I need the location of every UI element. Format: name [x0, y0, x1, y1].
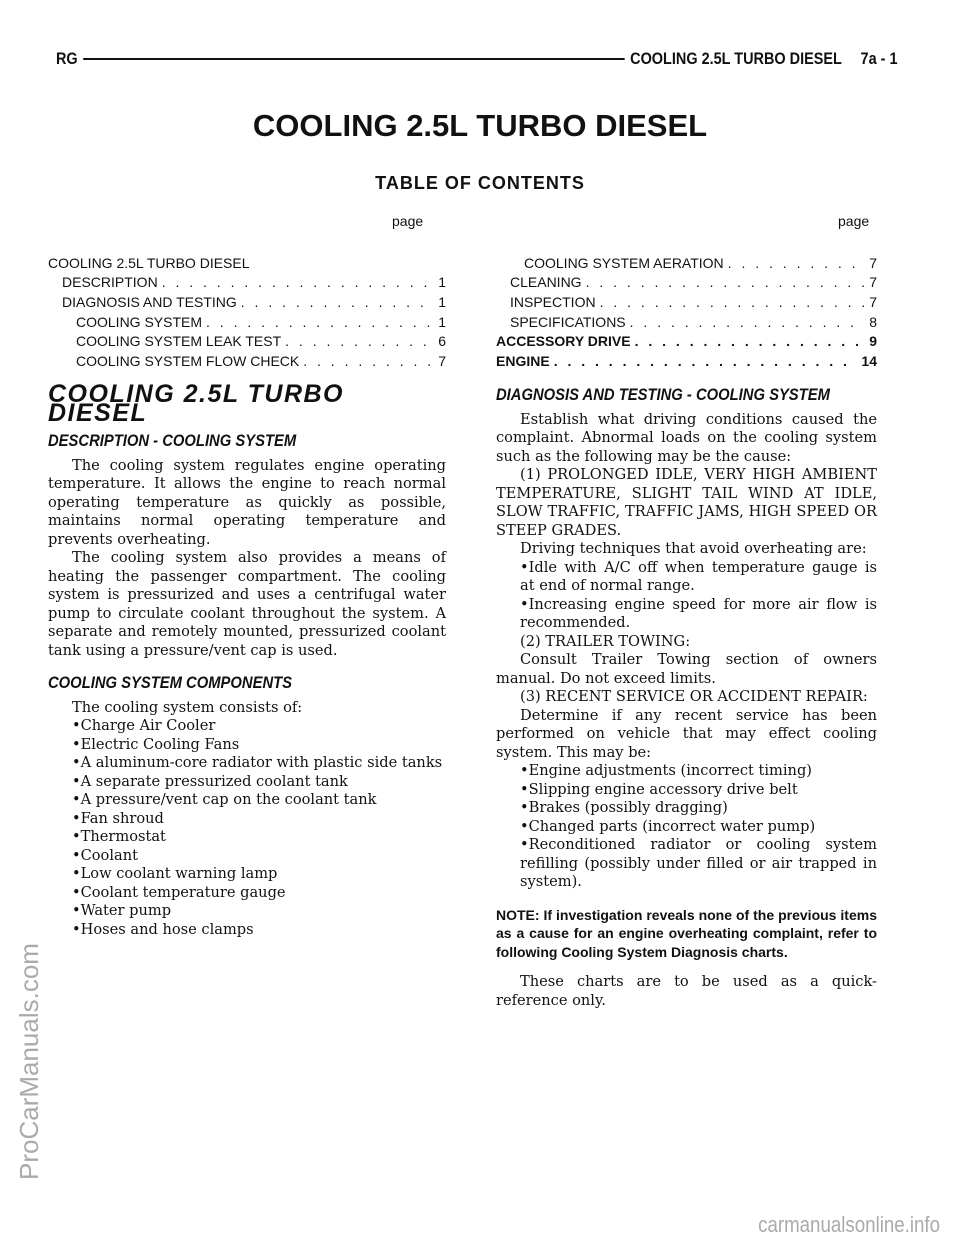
- paragraph: The cooling system regulates engine operating temperature. It allows the engine to reach normal operating temperature as quickly as possible, maintains normal operating temperature and prevents overheating.: [48, 456, 446, 548]
- toc-label: INSPECTION: [510, 293, 596, 310]
- condition-1: (1) PROLONGED IDLE, VERY HIGH AMBIENT TEMPERATURE, SLIGHT TAIL WIND AT IDLE, SLOW TRAFFIC, TRAFFIC JAMS, HIGH SPEED OR STEEP GRADES.: [496, 466, 877, 539]
- list-item: • Idle with A/C off when temperature gauge is at end of normal range.: [496, 559, 877, 596]
- note: NOTE: If investigation reveals none of the previous items as a cause for an engine overheating complaint, refer to following Cooling System Diagnosis charts.: [496, 906, 877, 960]
- list-item: • Charge Air Cooler: [48, 717, 446, 736]
- paragraph: The cooling system also provides a means of heating the passenger compartment. The cooling system is pressurized and uses a centrifugal water pump to circulate coolant throughout the system. A separate and remotely mounted, pressurized coolant tank using a pressure/vent cap is used.: [48, 549, 446, 659]
- toc-page-label-left: page: [392, 213, 424, 229]
- toc-leader: [554, 353, 858, 369]
- description-heading: DESCRIPTION - COOLING SYSTEM: [48, 431, 297, 450]
- left-column: [48, 380, 446, 939]
- toc-entry[interactable]: [48, 253, 446, 273]
- list-item: • Low coolant warning lamp: [48, 865, 446, 884]
- toc-entry[interactable]: [48, 351, 446, 371]
- toc-leader: [162, 274, 435, 290]
- paragraph: Determine if any recent service has been performed on vehicle that may effect cooling system. This may be:: [496, 706, 877, 761]
- list-item: • Coolant: [48, 847, 446, 866]
- page-title: COOLING 2.5L TURBO DIESEL: [252, 108, 708, 143]
- list-item: • A pressure/vent cap on the coolant tank: [48, 791, 446, 810]
- components-list: [48, 717, 446, 939]
- paragraph: The cooling system consists of:: [72, 698, 303, 716]
- toc-page-label-right: page: [838, 213, 870, 229]
- list-item: • Hoses and hose clamps: [48, 921, 446, 940]
- toc-leader: [600, 294, 866, 310]
- header-left: RG: [56, 49, 78, 68]
- toc-label: DESCRIPTION: [62, 274, 158, 291]
- toc-label: SPECIFICATIONS: [510, 313, 626, 330]
- paragraph: These charts are to be used as a quick-reference only.: [496, 973, 877, 1009]
- watermark-footer: carmanualsonline.info: [758, 1212, 940, 1237]
- toc-leader: [285, 333, 434, 349]
- list-item: • A separate pressurized coolant tank: [48, 773, 446, 792]
- toc-page: 7: [869, 274, 877, 291]
- list-item: • Slipping engine accessory drive belt: [496, 781, 877, 800]
- toc-entry[interactable]: [48, 292, 446, 312]
- toc-label: CLEANING: [510, 274, 582, 291]
- condition-2: (2) TRAILER TOWING:: [520, 632, 691, 650]
- header-page-number: 7a - 1: [860, 49, 898, 68]
- toc-label: DIAGNOSIS AND TESTING: [62, 293, 237, 310]
- toc-entry[interactable]: [496, 331, 877, 351]
- list-item: • Fan shroud: [48, 810, 446, 829]
- toc-page: 1: [438, 274, 446, 291]
- toc-page: 7: [869, 254, 877, 271]
- list-item: • A aluminum-core radiator with plastic side tanks: [48, 754, 446, 773]
- list-item: • Reconditioned radiator or cooling system refilling (possibly under filled or air trapped in system).: [496, 836, 877, 892]
- toc-label: COOLING SYSTEM: [76, 313, 203, 330]
- toc-entry[interactable]: [48, 331, 446, 351]
- list-item: • Electric Cooling Fans: [48, 736, 446, 755]
- toc-page: 9: [869, 333, 877, 350]
- toc-leader: [728, 255, 866, 271]
- toc-leader: [630, 314, 866, 330]
- header-rule: [83, 58, 625, 60]
- list-item: • Brakes (possibly dragging): [496, 799, 877, 818]
- toc-heading: TABLE OF CONTENTS: [375, 173, 585, 193]
- toc-page: 14: [861, 352, 877, 369]
- toc-page: 6: [438, 333, 446, 350]
- header-section: COOLING 2.5L TURBO DIESEL: [630, 49, 842, 68]
- toc-entry[interactable]: [496, 292, 877, 312]
- list-item: • Coolant temperature gauge: [48, 884, 446, 903]
- list-item: • Increasing engine speed for more air flow is recommended.: [496, 596, 877, 633]
- list-item: • Water pump: [48, 902, 446, 921]
- toc-entry[interactable]: [496, 253, 877, 273]
- toc-entry[interactable]: [48, 273, 446, 293]
- list-item: • Engine adjustments (incorrect timing): [496, 762, 877, 781]
- toc-entry[interactable]: [496, 273, 877, 293]
- toc-page: 7: [869, 293, 877, 310]
- toc-entry[interactable]: [496, 312, 877, 332]
- toc-label: COOLING 2.5L TURBO DIESEL: [48, 254, 250, 271]
- toc-leader: [586, 274, 866, 290]
- list-item: • Changed parts (incorrect water pump): [496, 818, 877, 837]
- toc-page: 7: [438, 352, 446, 369]
- list-item: • Thermostat: [48, 828, 446, 847]
- components-heading: COOLING SYSTEM COMPONENTS: [48, 673, 293, 692]
- toc-page: 1: [438, 313, 446, 330]
- toc-entry[interactable]: [496, 351, 877, 371]
- toc-label: COOLING SYSTEM AERATION: [524, 254, 724, 271]
- toc-label: ACCESSORY DRIVE: [496, 333, 631, 350]
- paragraph: Consult Trailer Towing section of owners manual. Do not exceed limits.: [496, 651, 877, 687]
- toc-label: ENGINE: [496, 352, 550, 369]
- paragraph: Establish what driving conditions caused the complaint. Abnormal loads on the cooling system such as the following may be the cause:: [496, 410, 877, 465]
- toc-entry[interactable]: [48, 312, 446, 332]
- condition-3: (3) RECENT SERVICE OR ACCIDENT REPAIR:: [520, 688, 868, 705]
- section-title: COOLING 2.5L TURBO DIESEL: [48, 380, 345, 427]
- watermark-vertical: ProCarManuals.com: [14, 943, 44, 1180]
- toc-label: COOLING SYSTEM FLOW CHECK: [76, 352, 300, 369]
- toc-label: COOLING SYSTEM LEAK TEST: [76, 333, 282, 350]
- right-column: [496, 386, 877, 1010]
- toc-leader: [303, 353, 434, 369]
- paragraph: Driving techniques that avoid overheating are:: [520, 540, 867, 557]
- running-header: [56, 48, 898, 70]
- toc-right: [496, 253, 877, 371]
- toc-page: 8: [869, 313, 877, 330]
- toc-left: [48, 253, 446, 371]
- diagnosis-heading: DIAGNOSIS AND TESTING - COOLING SYSTEM: [496, 385, 830, 404]
- toc-leader: [241, 294, 434, 310]
- toc-leader: [206, 314, 434, 330]
- toc-page: 1: [438, 293, 446, 310]
- toc-leader: [635, 333, 866, 349]
